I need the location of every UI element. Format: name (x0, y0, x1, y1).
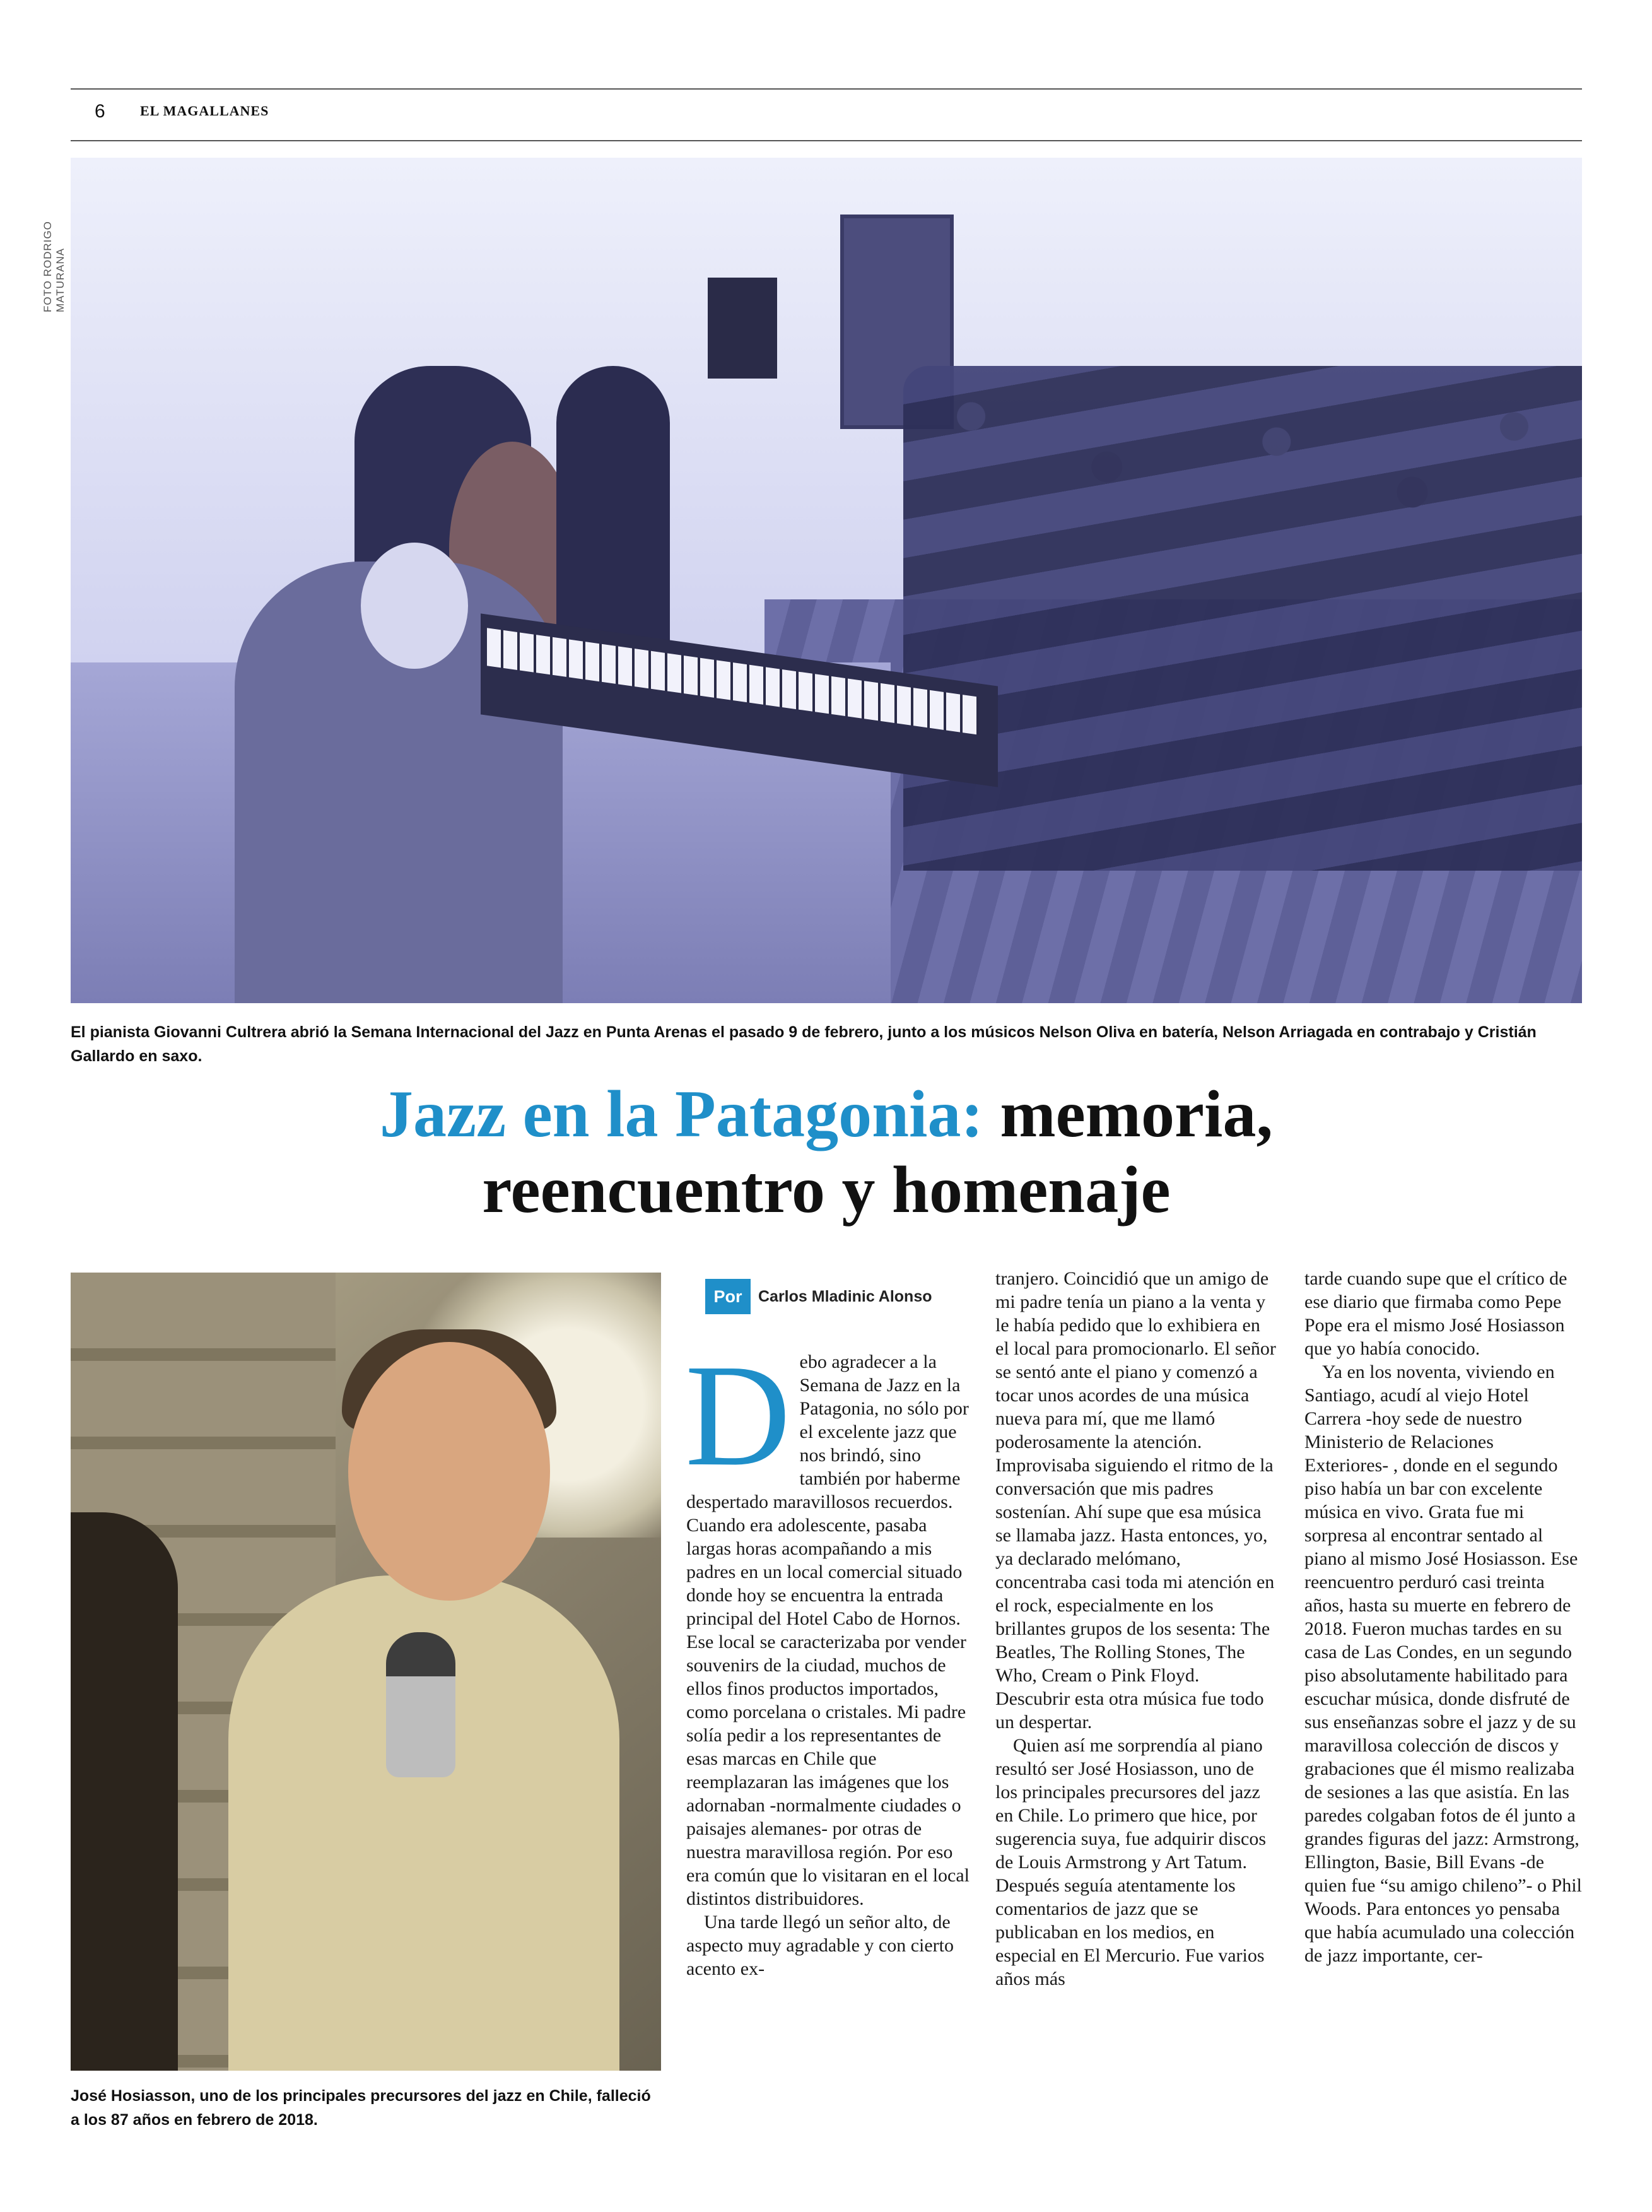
photo-speaker (708, 278, 777, 379)
paragraph: Quien así me sorprendía al piano resultó ser José Hosiasson, uno de los principales precursores del jazz en Chile. Lo primero que hice, por sugerencia suya, fue adquirir discos de Louis Armstrong y Art Tatum. Después seguía atentamente los comentarios de jazz que se publicaban en los medios, en especial en El Mercurio. Fue varios años más (995, 1735, 1267, 1989)
publication-name: EL MAGALLANES (140, 103, 269, 119)
left-photo-caption: José Hosiasson, uno de los principales precursores del jazz en Chile, falleció a los 87 años en febrero de 2018. (71, 2087, 651, 2129)
photo-interviewer (71, 1512, 178, 2071)
photo-man-head (348, 1342, 550, 1601)
byline-badge: Por (705, 1279, 751, 1314)
headline-line1-rest: memoria, (1000, 1077, 1273, 1151)
paragraph-text: ebo agradecer a la Semana de Jazz en la Patagonia, no sólo por el excelente jazz que nos brindó, sino también por haberme despertado maravillosos recuerdos. Cuando era adolescente, pasaba largas horas acompañando a mis padres en un local comercial situado donde hoy se encuentra la entrada principal del Hotel Cabo de Hornos. Ese local se caracterizaba por vender souvenirs de la ciudad, muchos de ellos finos productos importados, como porcelana o cristales. Mi padre solía pedir a los representantes de esas marcas en Chile que reemplazaran las imágenes que los adornaban -normalmente ciudades o paisajes alemanes- por otras de nuestra maravillosa región. Por eso era común que lo visitaran en el local distintos distribuidores. (686, 1351, 970, 1909)
top-photo-caption: El pianista Giovanni Cultrera abrió la Semana Internacional del Jazz en Punta Arenas el pasado 9 de febrero, junto a los músicos Nelson Oliva en batería, Nelson Arriagada en contrabajo y Cristián Gallardo en saxo. (71, 1023, 1537, 1065)
headline (71, 1076, 1582, 1228)
page-number: 6 (95, 101, 105, 122)
paragraph: tranjero. Coincidió que un amigo de mi padre tenía un piano a la venta y le había pedido que lo exhibiera en el local para promocionarlo. El señor se sentó ante el piano y comenzó a tocar unos acordes de una música nueva para mí, que me llamó poderosamente la atención. Improvisaba siguiendo el ritmo de la conversación que mis padres sostenían. Ahí supe que esa música se llamaba jazz. Hasta entonces, yo, ya declarado melómano, concentraba casi toda mi atención en el rock, especialmente en los brillantes grupos de los sesenta: The Beatles, The Rolling Stones, The Who, Cream o Pink Floyd. Descubrir esta otra música fue todo un despertar. (995, 1268, 1276, 1733)
drop-cap: D (685, 1334, 791, 1497)
article-column-2 (995, 1267, 1277, 1991)
headline-line2: reencuentro y homenaje (482, 1153, 1171, 1227)
photo-pianist-head (361, 543, 468, 669)
concert-photo (71, 158, 1582, 1003)
photo-credit: FOTO RODRIGO MATURANA (42, 221, 66, 312)
header-top-rule (71, 88, 1582, 90)
paragraph (685, 1334, 974, 1910)
paragraph: Una tarde llegó un señor alto, de aspecto muy agradable y con cierto acento ex- (686, 1912, 954, 1979)
header-bottom-rule (71, 140, 1582, 141)
paragraph: Ya en los noventa, viviendo en Santiago, acudí al viejo Hotel Carrera -hoy sede de nuestro Ministerio de Relaciones Exteriores- , donde en el segundo piso había un bar con excelente música en vivo. Grata fue mi sorpresa al encontrar sentado al piano al mismo José Hosiasson. Ese reencuentro perduró casi treinta años, hasta su muerte en febrero de 2018. Fueron muchas tardes en su casa de Las Condes, en un segundo piso absolutamente habilitado para escuchar música, donde disfruté de sus enseñanzas sobre el jazz y de su maravillosa colección de discos y grabaciones que él mismo realizaba de sesiones a las que asistía. En las paredes colgaban fotos de él junto a grandes figuras del jazz: Armstrong, Ellington, Basie, Bill Evans -de quien fue “su amigo chileno”- o Phil Woods. Para entonces yo pensaba que había acumulado una colección de jazz importante, cer- (1304, 1362, 1582, 1966)
article-column-1 (685, 1334, 974, 1980)
hosiasson-photo (71, 1273, 661, 2071)
photo-saxophonist (556, 366, 670, 644)
headline-highlight: Jazz en la Patagonia: (380, 1077, 983, 1151)
photo-audience (903, 366, 1582, 871)
photo-microphone (386, 1632, 455, 1777)
byline-author: Carlos Mladinic Alonso (758, 1288, 932, 1305)
article-column-3 (1304, 1267, 1582, 1967)
paragraph: tarde cuando supe que el crítico de ese diario que firmaba como Pepe Pope era el mismo José Hosiasson que yo había conocido. (1304, 1268, 1567, 1359)
